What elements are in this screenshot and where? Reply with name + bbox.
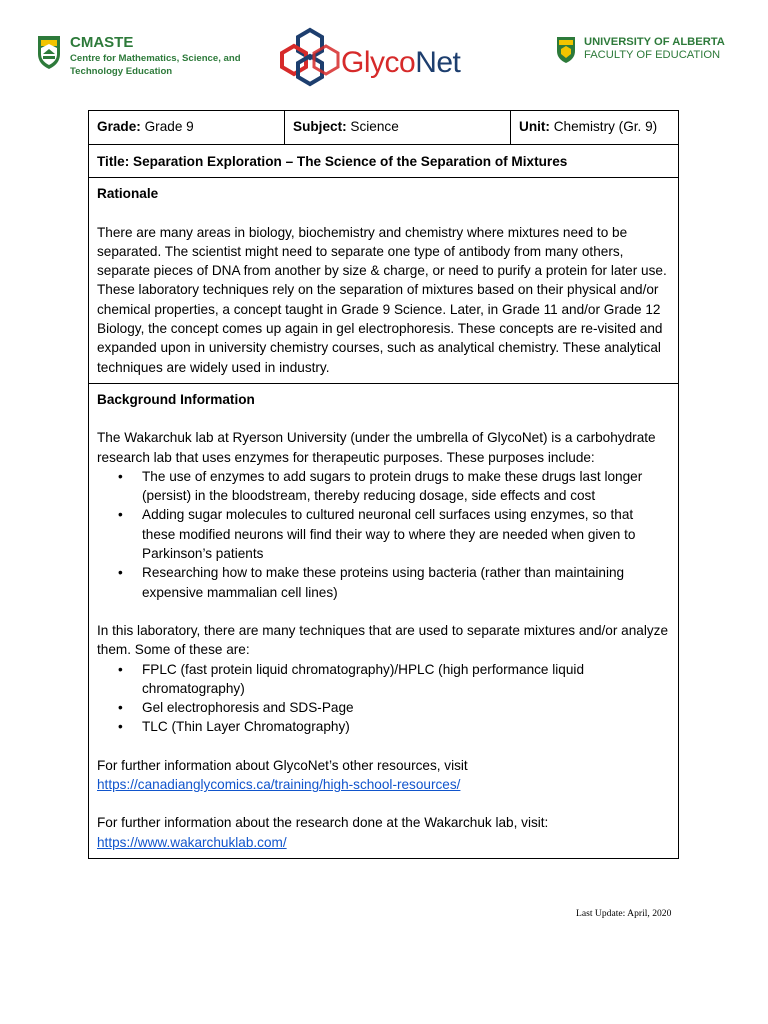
unit-value: Chemistry (Gr. 9) xyxy=(549,119,658,134)
list-item: • FPLC (fast protein liquid chromatography)/HPLC (high performance liquid chromatography) xyxy=(142,660,670,699)
list-item: • TLC (Thin Layer Chromatography) xyxy=(142,717,670,736)
glyconet-hexagon-icon xyxy=(278,24,342,88)
rationale-cell xyxy=(89,178,679,384)
cmaste-crest-icon xyxy=(36,34,62,70)
subject-value: Science xyxy=(346,119,399,134)
unit-label: Unit: xyxy=(519,119,550,134)
subject-label: Subject: xyxy=(293,119,347,134)
uofa-faculty: FACULTY OF EDUCATION xyxy=(584,49,721,61)
uofa-crest-icon xyxy=(556,36,576,64)
title-row xyxy=(89,145,679,178)
rationale-text: There are many areas in biology, biochemistry and chemistry where mixtures need to be separated. The scientist might need to separate one type of antibody from many others, separate pieces of DNA from another by size & charge, or need to purify a protein for later use. These laboratory techniques rely on the separation of mixtures based on their physical and/or chemical properties, a concept taught in Grade 9 Science. Later, in Grade 11 and/or Grade 12 Biology, the concept comes up again in gel electrophoresis. These concepts are re-visited and expanded upon in university chemistry courses, such as analytical chemistry. These analytical techniques are widely used in industry. xyxy=(97,224,667,375)
meta-row xyxy=(89,111,679,145)
rationale-heading: Rationale xyxy=(97,186,159,202)
background-heading: Background Information xyxy=(97,391,255,407)
cmaste-logo xyxy=(36,34,256,82)
lab-text: For further information about the research done at the Wakarchuk lab, visit: xyxy=(97,815,549,831)
list-item: • The use of enzymes to add sugars to protein drugs to make these drugs last longer (persist) in the bloodstream, thereby reducing dosage, side effects and cost xyxy=(142,467,670,506)
glyconet-word-net: Net xyxy=(415,46,461,79)
grade-cell xyxy=(89,111,285,145)
techniques-list xyxy=(97,660,670,737)
grade-value: Grade 9 xyxy=(140,119,194,134)
unit-cell xyxy=(511,111,679,145)
uofa-name: UNIVERSITY OF ALBERTA xyxy=(584,36,725,48)
last-update: Last Update: April, 2020 xyxy=(576,908,672,919)
cmaste-subtitle-line2: Technology Education xyxy=(70,65,173,77)
glyconet-logo xyxy=(278,24,478,88)
lesson-table xyxy=(88,110,679,859)
background-intro: The Wakarchuk lab at Ryerson University (under the umbrella of GlycoNet) is a carbohydrate research lab that uses enzymes for therapeutic purposes. These purposes include: xyxy=(97,430,656,465)
techniques-intro: In this laboratory, there are many techniques that are used to separate mixtures and/or analyze them. Some of these are: xyxy=(97,622,669,658)
background-cell xyxy=(89,383,679,858)
resources-text: For further information about GlycoNet’s other resources, visit xyxy=(97,757,468,773)
grade-label: Grade: xyxy=(97,119,141,134)
uofa-logo xyxy=(556,36,736,70)
cmaste-title: CMASTE xyxy=(70,34,134,51)
rationale-row xyxy=(89,178,679,384)
purposes-list xyxy=(97,467,670,602)
list-item: • Gel electrophoresis and SDS-Page xyxy=(142,698,670,717)
lesson-title: Title: Separation Exploration – The Science of the Separation of Mixtures xyxy=(89,145,679,178)
subject-cell xyxy=(285,111,511,145)
cmaste-subtitle-line1: Centre for Mathematics, Science, and xyxy=(70,53,241,64)
lab-link[interactable]: https://www.wakarchuklab.com/ xyxy=(97,834,287,850)
glyconet-wordmark xyxy=(341,46,460,80)
glyconet-word-glyco: Glyco xyxy=(341,46,416,79)
background-row xyxy=(89,383,679,858)
resources-link[interactable]: https://canadianglycomics.ca/training/high-school-resources/ xyxy=(97,777,461,793)
cmaste-subtitle xyxy=(70,53,260,78)
list-item: • Researching how to make these proteins using bacteria (rather than maintaining expensive mammalian cell lines) xyxy=(142,563,670,602)
list-item: • Adding sugar molecules to cultured neuronal cell surfaces using enzymes, so that these modified neurons will find their way to where they are needed when given to Parkinson’s patients xyxy=(142,505,670,563)
